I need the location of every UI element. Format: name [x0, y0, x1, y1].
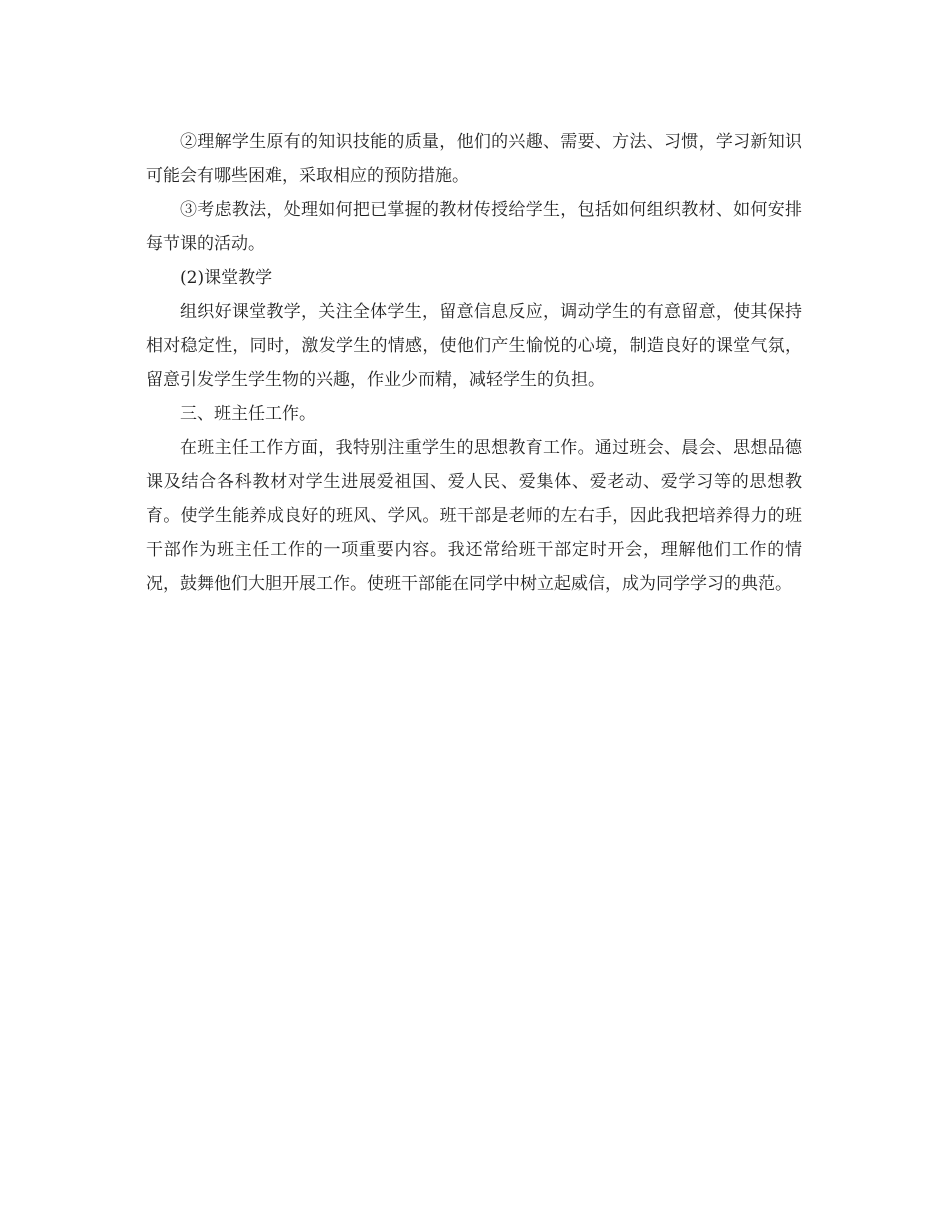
heading-class-teacher-work: 三、班主任工作。: [180, 404, 316, 424]
paragraph-classroom-teaching: 组织好课堂教学，关注全体学生，留意信息反应，调动学生的有意留意，使其保持相对稳定性，同时，激发学生的情感，使他们产生愉悦的心境，制造良好的课堂气氛，留意引发学生学生物的兴趣，作业少而精，减轻学生的负担。: [146, 302, 802, 390]
paragraph-understand-students: ②理解学生原有的知识技能的质量，他们的兴趣、需要、方法、习惯，学习新知识可能会有哪些困难，采取相应的预防措施。: [146, 132, 802, 186]
paragraph-class-teacher-work: 在班主任工作方面，我特别注重学生的思想教育工作。通过班会、晨会、思想品德课及结合各科教材对学生进展爱祖国、爱人民、爱集体、爱老动、爱学习等的思想教育。使学生能养成良好的班风、学风。班干部是老师的左右手，因此我把培养得力的班干部作为班主任工作的一项重要内容。我还常给班干部定时开会，理解他们工作的情况，鼓舞他们大胆开展工作。使班干部能在同学中树立起威信，成为同学学习的典范。: [146, 438, 802, 594]
document-body: [146, 125, 802, 601]
heading-classroom-teaching: (2)课堂教学: [180, 268, 273, 288]
paragraph-teaching-methods: ③考虑教法，处理如何把已掌握的教材传授给学生，包括如何组织教材、如何安排每节课的活动。: [146, 200, 802, 254]
